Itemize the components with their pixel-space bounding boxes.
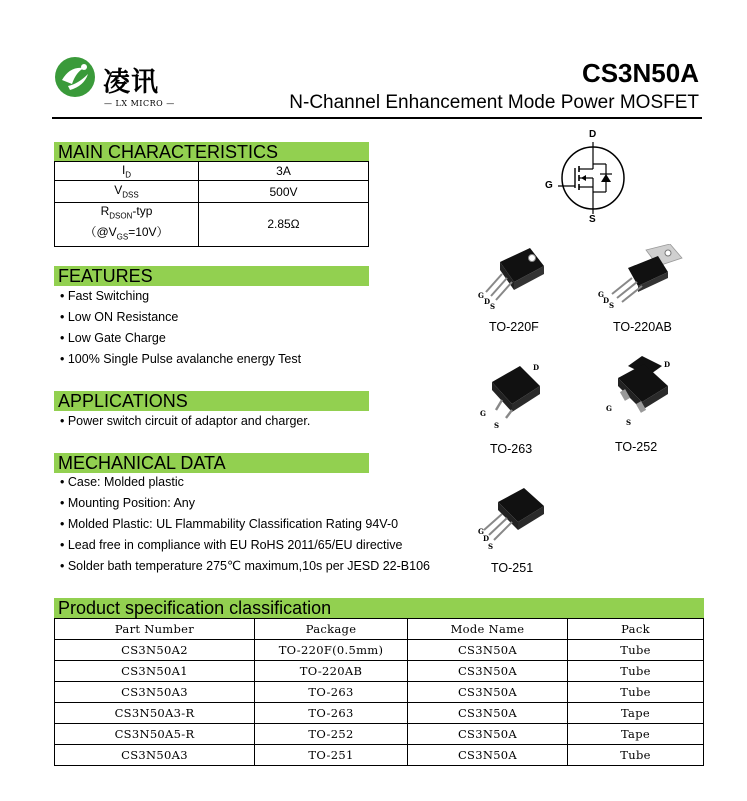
pin-g-label: G [478,291,484,300]
list-item: • Case: Molded plastic [60,475,184,489]
pin-g-label: G [606,404,612,413]
company-logo [54,56,96,98]
pin-s-label: S [626,418,632,427]
pin-d-label: D [533,363,540,372]
table-cell: CS3N50A1 [55,661,255,682]
mechanical-data-heading: MECHANICAL DATA [54,453,369,473]
table-row [55,661,704,682]
pin-d-label: D [484,297,491,306]
applications-heading: APPLICATIONS [54,391,369,411]
table-row [55,162,369,181]
table-cell: Tape [568,724,704,745]
table-cell: Tube [568,640,704,661]
table-cell: CS3N50A [408,661,568,682]
features-list [60,286,301,370]
package-label-to251: TO-251 [491,561,534,575]
list-item: • 100% Single Pulse avalanche energy Test [60,352,302,366]
mosfet-symbol-icon [538,128,638,226]
list-item: • Power switch circuit of adaptor and charger. [60,414,311,428]
table-cell: CS3N50A3-R [55,703,255,724]
pin-d-label: D [664,360,671,369]
part-number-title: CS3N50A [581,58,699,88]
pin-g-label: G [480,409,486,418]
value-vdss: 500V [199,181,369,203]
table-cell: TO-220AB [255,661,408,682]
column-header: Package [255,619,408,640]
table-cell: CS3N50A [408,745,568,766]
table-cell: CS3N50A3 [55,745,255,766]
table-cell: TO-220F(0.5mm) [255,640,408,661]
param-id: $I_D$ [55,162,199,181]
table-cell: Tube [568,682,704,703]
table-row [55,703,704,724]
package-label-to263: TO-263 [490,442,533,456]
table-cell: Tape [568,703,704,724]
table-cell: CS3N50A2 [55,640,255,661]
pin-s-label: S [488,542,494,551]
main-characteristics-heading: MAIN CHARACTERISTICS [54,142,369,162]
to-263-package-icon [482,360,552,422]
param-rdson: $R_{DSON}$-typ $(@V_{GS}=10V)$ [55,203,199,247]
package-label-to220f: TO-220F [489,320,539,334]
list-item: • Solder bath temperature 275℃ maximum,10s per JESD 22-B106 [60,559,430,573]
symbol-gate-label: G [545,180,553,191]
table-row [55,203,369,247]
column-header: Mode Name [408,619,568,640]
pin-s-label: S [494,421,500,430]
table-cell: CS3N50A5-R [55,724,255,745]
table-row [55,682,704,703]
table-cell: CS3N50A [408,724,568,745]
product-spec-heading: Product specification classification [54,598,704,618]
table-row [55,640,704,661]
table-header-row [55,619,704,640]
value-id: 3A [199,162,369,181]
symbol-source-label: S [589,214,596,225]
list-item: • Mounting Position: Any [60,496,196,510]
list-item: • Molded Plastic: UL Flammability Classification Rating 94V-0 [60,517,399,531]
header-divider [52,117,702,119]
table-cell: TO-263 [255,703,408,724]
table-row [55,745,704,766]
product-spec-table [54,618,704,766]
mechanical-data-list [60,472,430,577]
value-rdson: 2.85Ω [199,203,369,247]
pin-g-label: G [478,527,484,536]
package-label-to252: TO-252 [615,440,658,454]
list-item: • Lead free in compliance with EU RoHS 2011/65/EU directive [60,538,403,552]
table-cell: TO-263 [255,682,408,703]
table-row [55,181,369,203]
brand-name-chinese: 凌讯 [103,67,159,98]
table-cell: Tube [568,745,704,766]
table-cell: TO-251 [255,745,408,766]
list-item: • Low ON Resistance [60,310,179,324]
table-cell: CS3N50A3 [55,682,255,703]
table-cell: CS3N50A [408,703,568,724]
pin-s-label: S [609,301,615,310]
pin-g-label: G [598,290,604,299]
features-heading: FEATURES [54,266,369,286]
table-cell: TO-252 [255,724,408,745]
symbol-drain-label: D [589,129,597,140]
column-header: Pack [568,619,704,640]
applications-list [60,411,310,432]
table-row [55,724,704,745]
pin-d-label: D [483,534,490,543]
main-characteristics-table [54,161,369,247]
param-vdss: $V_{DSS}$ [55,181,199,203]
table-cell: Tube [568,661,704,682]
pin-d-label: D [603,296,610,305]
package-label-to220ab: TO-220AB [613,320,672,334]
to-251-package-icon [478,480,554,550]
table-cell: CS3N50A [408,640,568,661]
list-item: • Low Gate Charge [60,331,166,345]
table-cell: CS3N50A [408,682,568,703]
brand-name-english: — LX MICRO — [104,99,175,108]
pin-s-label: S [490,302,496,311]
device-subtitle: N-Channel Enhancement Mode Power MOSFET [289,92,699,113]
list-item: • Fast Switching [60,289,150,303]
column-header: Part Number [55,619,255,640]
